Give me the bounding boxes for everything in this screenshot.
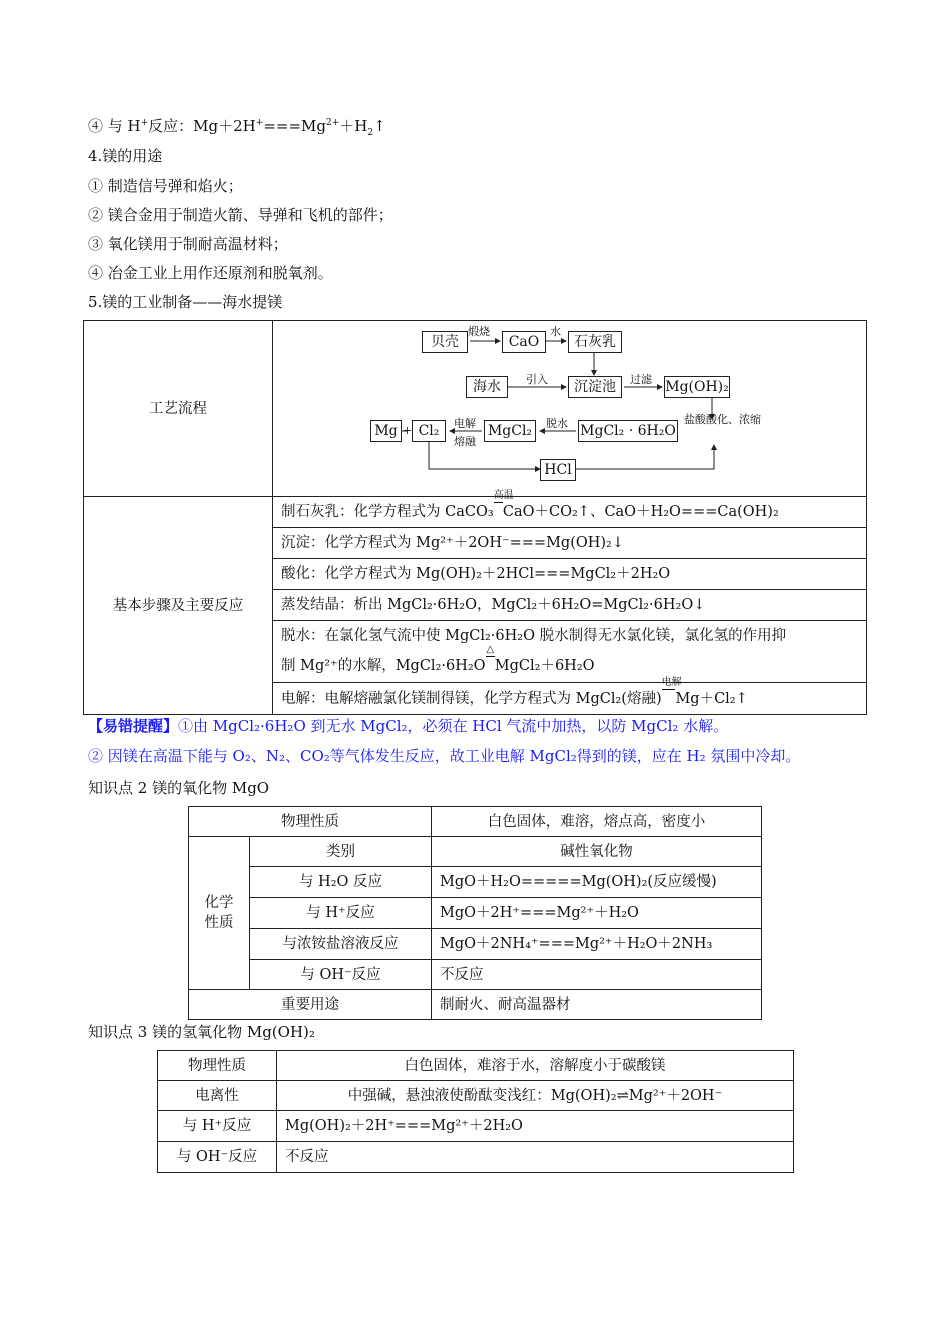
flow-label: 引入 xyxy=(526,373,548,386)
mgo-row-value: 碱性氧化物 xyxy=(432,837,762,867)
use-item: ① 制造信号弹和焰火； xyxy=(88,177,243,195)
flow-box: 石灰乳 xyxy=(568,331,622,353)
step-row: 制 Mg²⁺的水解，MgCl₂·6H₂O △ MgCl₂＋6H₂O xyxy=(273,651,867,683)
flow-box: 贝壳 xyxy=(422,331,468,353)
flow-label: 煅烧 xyxy=(468,325,490,338)
mgo-physical-label: 物理性质 xyxy=(189,807,432,837)
mgo-use-label: 重要用途 xyxy=(189,990,432,1020)
mgo-row-value: 不反应 xyxy=(432,960,762,990)
step-row: 沉淀：化学方程式为 Mg²⁺＋2OH⁻===Mg(OH)₂↓ xyxy=(273,528,867,559)
equilibrium-arrow-icon: ⇌ xyxy=(616,1087,629,1104)
mgo-row-label: 与浓铵盐溶液反应 xyxy=(250,929,432,960)
mgoh2-table xyxy=(157,1050,794,1173)
steps-label: 基本步骤及主要反应 xyxy=(84,497,273,715)
mgo-row-value: MgO＋2H⁺===Mg²⁺＋H₂O xyxy=(432,898,762,929)
flow-label: 水 xyxy=(550,325,561,338)
mgo-physical-value: 白色固体，难溶，熔点高，密度小 xyxy=(432,807,762,837)
mgo-chem-label: 化学 性质 xyxy=(189,837,250,990)
mgoh2-row-label: 与 OH⁻反应 xyxy=(158,1142,277,1173)
mgoh2-row-value: 中强碱，悬浊液使酚酞变浅红：Mg(OH)₂⇌Mg²⁺＋2OH⁻ xyxy=(277,1081,794,1111)
flow-label: 脱水 xyxy=(546,417,568,430)
mgo-row-value: MgO＋2NH₄⁺===Mg²⁺＋H₂O＋2NH₃ xyxy=(432,929,762,960)
step-row: 脱水：在氯化氢气流中使 MgCl₂·6H₂O 脱水制得无水氯化镁，氯化氢的作用抑 xyxy=(273,621,867,651)
flow-label: 电解 xyxy=(454,417,476,430)
mgoh2-row-value: Mg(OH)₂＋2H⁺===Mg²⁺＋2H₂O xyxy=(277,1111,794,1142)
mgoh2-row-value: 不反应 xyxy=(277,1142,794,1173)
mgo-row-label: 类别 xyxy=(250,837,432,867)
reminder-line-2: ② 因镁在高温下能与 O₂、N₂、CO₂等气体发生反应，故工业电解 MgCl₂得到的镁，应在 H₂ 氛围中冷却。 xyxy=(88,747,801,765)
flow-box: 沉淀池 xyxy=(568,376,622,398)
mgo-row-label: 与 H₂O 反应 xyxy=(250,867,432,898)
mgoh2-row-label: 电离性 xyxy=(158,1081,277,1111)
flow-box: MgCl₂ · 6H₂O xyxy=(578,420,678,442)
step-row: 酸化：化学方程式为 Mg(OH)₂＋2HCl===MgCl₂＋2H₂O xyxy=(273,559,867,590)
flow-label: 过滤 xyxy=(630,373,652,386)
flow-box: CaO xyxy=(502,331,546,353)
mgo-heading: 知识点 2 镁的氧化物 MgO xyxy=(88,779,270,797)
mgo-row-label: 与 OH⁻反应 xyxy=(250,960,432,990)
reaction-h-plus: ④ 与 H+反应：$Mg+2H^+===Mg^{2+}+H_2↑$ xyxy=(88,117,386,138)
flow-label: 盐酸酸化、浓缩 xyxy=(684,413,761,426)
mgoh2-row-label: 与 H⁺反应 xyxy=(158,1111,277,1142)
mgoh2-row-label: 物理性质 xyxy=(158,1051,277,1081)
industry-heading: 5.镁的工业制备——海水提镁 xyxy=(88,293,283,311)
flow-box: MgCl₂ xyxy=(484,420,536,442)
flow-plus: + xyxy=(403,424,413,437)
flow-label: 熔融 xyxy=(454,435,476,448)
step-row: 制石灰乳：化学方程式为 CaCO₃ 高温 CaO＋CO₂↑、CaO＋H₂O===Ca(OH)₂ xyxy=(273,497,867,528)
flow-box: HCl xyxy=(540,459,576,481)
mgo-row-label: 与 H⁺反应 xyxy=(250,898,432,929)
mgoh2-row-value: 白色固体，难溶于水，溶解度小于碳酸镁 xyxy=(277,1051,794,1081)
reminder-line-1: 【易错提醒】①由 MgCl₂·6H₂O 到无水 MgCl₂，必须在 HCl 气流中加热，以防 MgCl₂ 水解。 xyxy=(88,717,729,735)
flow-box: Mg xyxy=(370,420,402,442)
mgoh2-heading: 知识点 3 镁的氢氧化物 Mg(OH)₂ xyxy=(88,1023,315,1041)
flow-diagram xyxy=(272,321,866,495)
use-item: ③ 氧化镁用于制耐高温材料； xyxy=(88,235,288,253)
mgo-table xyxy=(188,806,762,1020)
use-item: ④ 冶金工业上用作还原剂和脱氧剂。 xyxy=(88,264,333,282)
mgo-use-value: 制耐火、耐高温器材 xyxy=(432,990,762,1020)
process-label: 工艺流程 xyxy=(84,321,273,497)
flow-box: Mg(OH)₂ xyxy=(664,376,730,398)
uses-heading: 4.镁的用途 xyxy=(88,147,163,165)
step-row: 蒸发结晶：析出 MgCl₂·6H₂O，MgCl₂＋6H₂O=MgCl₂·6H₂O↓ xyxy=(273,590,867,621)
mgo-row-value: MgO＋H₂O=====Mg(OH)₂(反应缓慢) xyxy=(432,867,762,898)
step-row: 电解：电解熔融氯化镁制得镁，化学方程式为 MgCl₂(熔融) 电解 Mg＋Cl₂↑ xyxy=(273,683,867,715)
flow-box: 海水 xyxy=(466,376,508,398)
flow-box: Cl₂ xyxy=(412,420,446,442)
use-item: ② 镁合金用于制造火箭、导弹和飞机的部件； xyxy=(88,206,393,224)
